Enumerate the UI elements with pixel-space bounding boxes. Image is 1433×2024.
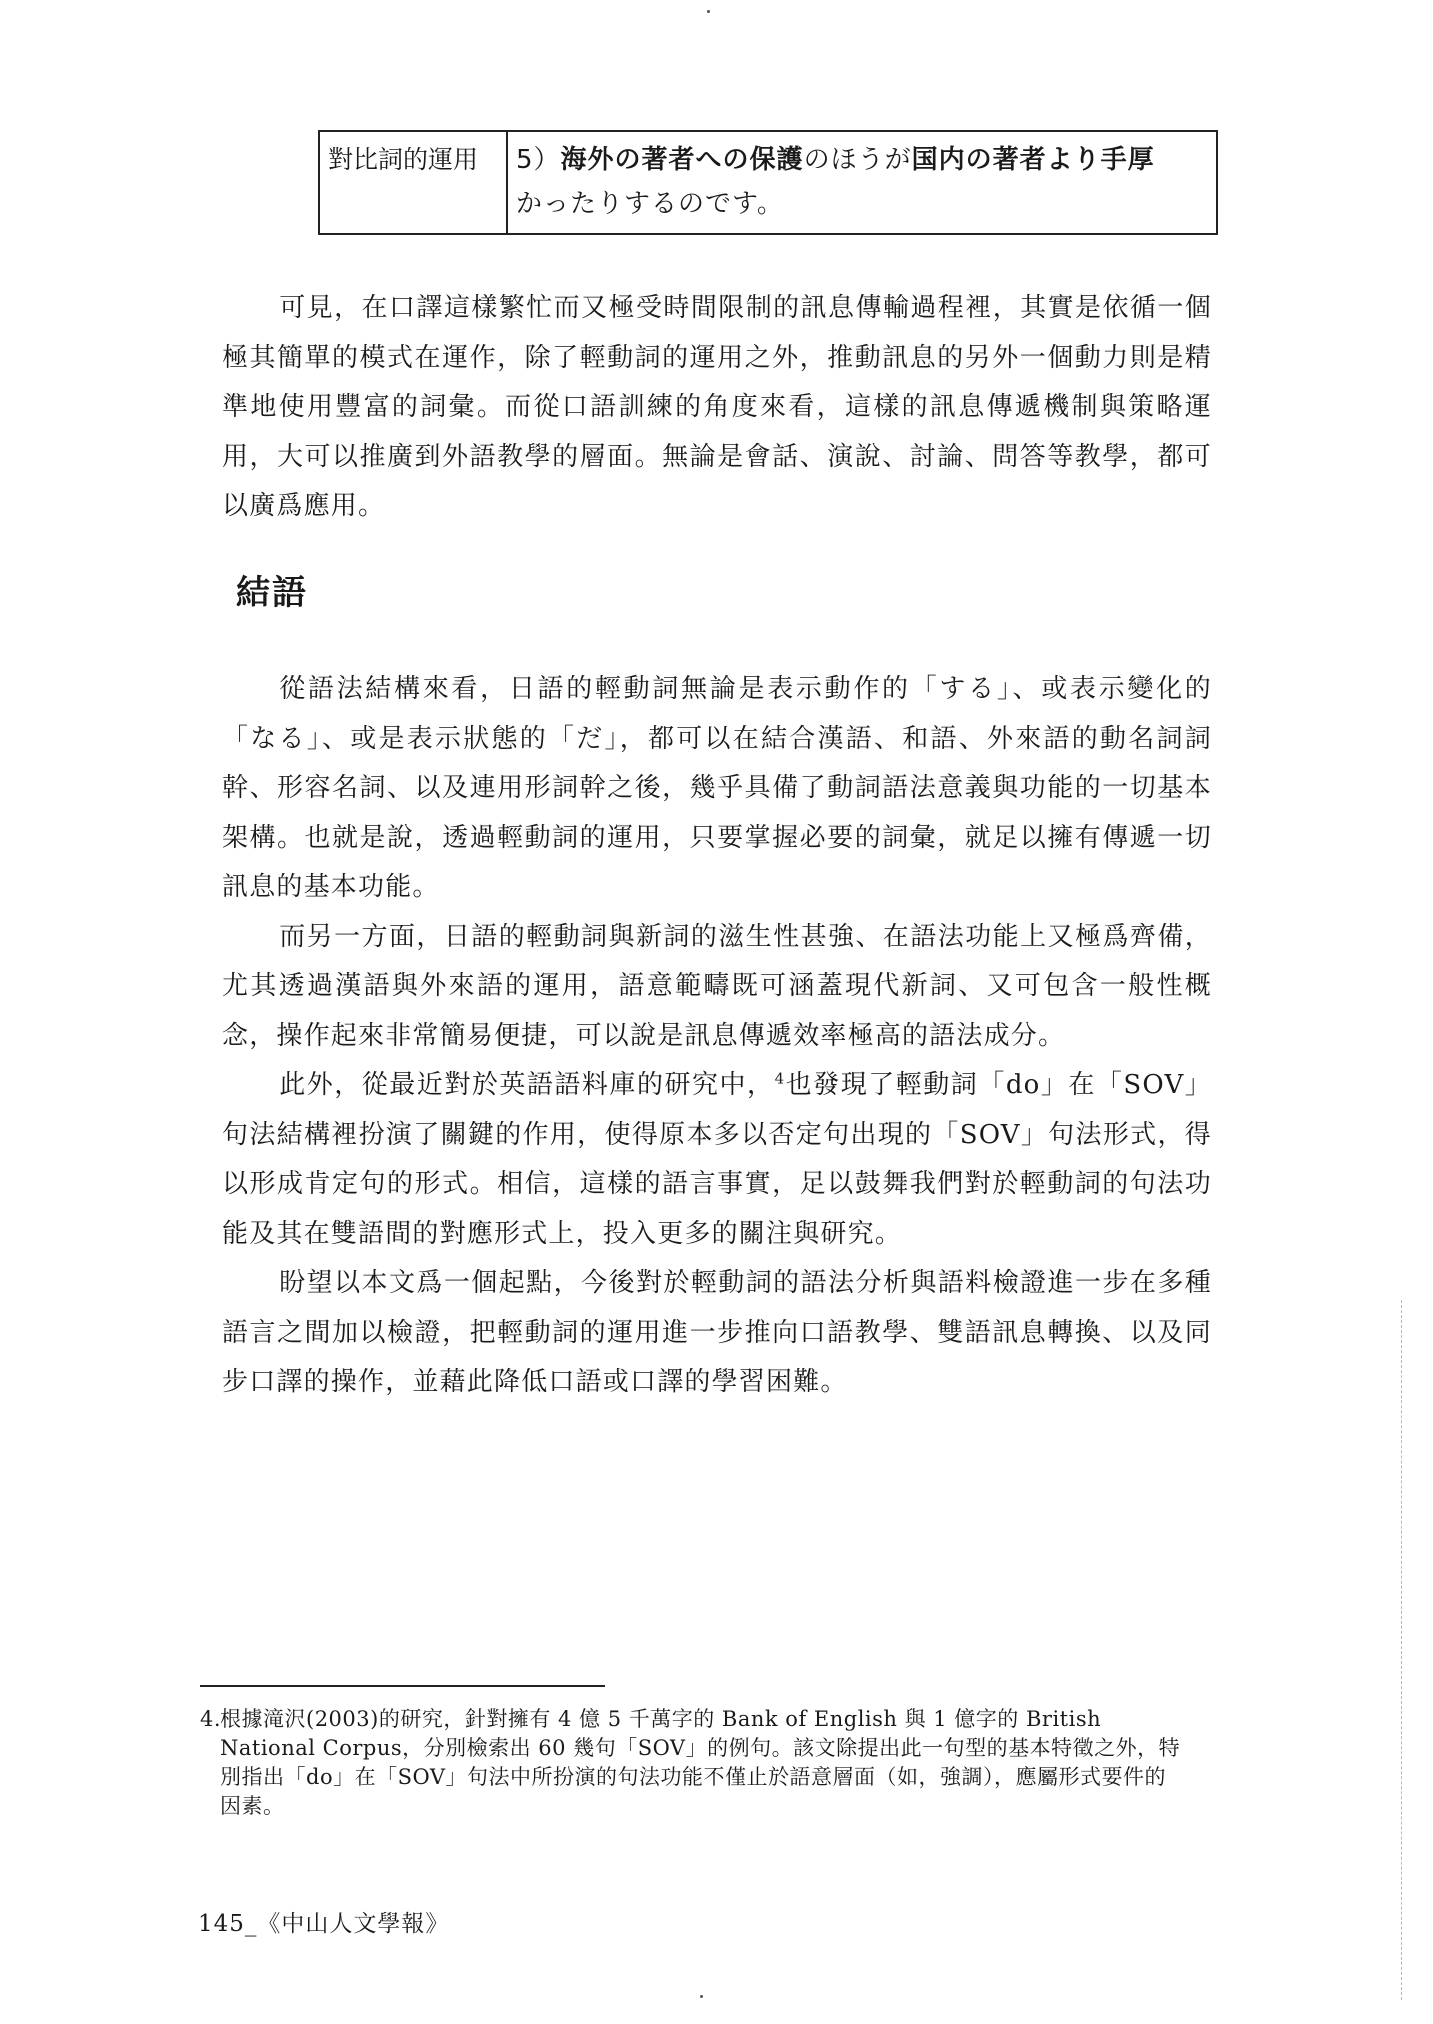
footnote-text: 根據滝沢(2003)的研究，針對擁有 4 億 5 千萬字的 Bank of English 與 1 億字的 British National Corpus，分別檢索出 60 幾句「SOV」的例句。該文除提出此一句型的基本特徵之外，特別指出「do」在「SOV」句法中所扮演的句法功能不僅止於語意層面（如，強調），應屬形式要件的因素。	[220, 1707, 1181, 1818]
example-number: 5）	[516, 145, 561, 175]
running-footer: 145_《中山人文學報》	[198, 1911, 450, 1937]
conclusion-paragraph-3-start: 此外，從最近對於英語語料庫的研究中，	[279, 1070, 775, 1100]
footnote-reference[interactable]: 4	[774, 1069, 786, 1088]
footnote-number: 4.	[200, 1707, 222, 1731]
example-emphasis-1: 海外の著者への保護	[560, 145, 804, 175]
footnote	[200, 1705, 1185, 1821]
example-emphasis-2: 国内の著者より手厚	[911, 145, 1155, 175]
conclusion-paragraph-4: 盼望以本文爲一個起點，今後對於輕動詞的語法分析與語料檢證進一步在多種語言之間加以檢證，把輕動詞的運用進一步推向口語教學、雙語訊息轉換、以及同步口譯的操作，並藉此降低口語或口譯的學習困難。	[222, 1268, 1212, 1397]
conclusion-paragraph-3-end: 也發現了輕動詞「do」在「SOV」句法結構裡扮演了關鍵的作用，使得原本多以否定句出現的「SOV」句法形式，得以形成肯定句的形式。相信，這樣的語言事實，足以鼓舞我們對於輕動詞的句法功能及其在雙語間的對應形式上，投入更多的關注與研究。	[222, 1070, 1212, 1249]
intro-paragraph: 可見，在口譯這樣繁忙而又極受時間限制的訊息傳輸過程裡，其實是依循一個極其簡單的模式在運作，除了輕動詞的運用之外，推動訊息的另外一個動力則是精準地使用豐富的詞彙。而從口語訓練的角度來看，這樣的訊息傳遞機制與策略運用，大可以推廣到外語教學的層面。無論是會話、演說、討論、問答等教學，都可以廣爲應用。	[222, 293, 1212, 521]
conclusion-paragraph-1: 從語法結構來看，日語的輕動詞無論是表示動作的「する」、或表示變化的「なる」、或是表示狀態的「だ」，都可以在結合漢語、和語、外來語的動名詞詞幹、形容名詞、以及連用形詞幹之後，幾乎具備了動詞語法意義與功能的一切基本架構。也就是說，透過輕動詞的運用，只要掌握必要的詞彙，就足以擁有傳遞一切訊息的基本功能。	[222, 674, 1212, 902]
example-plain-1: のほうが	[803, 145, 912, 175]
conclusion-paragraph-3	[222, 1061, 1212, 1259]
scan-speck	[707, 10, 710, 13]
example-line-2: かったりするのです。	[516, 189, 784, 219]
table-row	[319, 131, 1217, 234]
conclusion-paragraph-2: 而另一方面，日語的輕動詞與新詞的滋生性甚強、在語法功能上又極爲齊備，尤其透過漢語與外來語的運用，語意範疇既可涵蓋現代新詞、又可包含一般性概念，操作起來非常簡易便捷，可以說是訊息傳遞效率極高的語法成分。	[222, 921, 1212, 1051]
scan-speck	[700, 1995, 703, 1998]
conclusion-section	[222, 665, 1212, 1408]
example-table	[318, 130, 1218, 235]
intro-paragraph-block	[222, 284, 1212, 532]
category-cell: 對比詞的運用	[319, 131, 507, 234]
section-heading: 結語	[236, 573, 308, 613]
footnote-divider	[200, 1685, 605, 1687]
scan-edge-artifact	[1401, 1300, 1403, 2000]
example-cell	[507, 131, 1217, 234]
